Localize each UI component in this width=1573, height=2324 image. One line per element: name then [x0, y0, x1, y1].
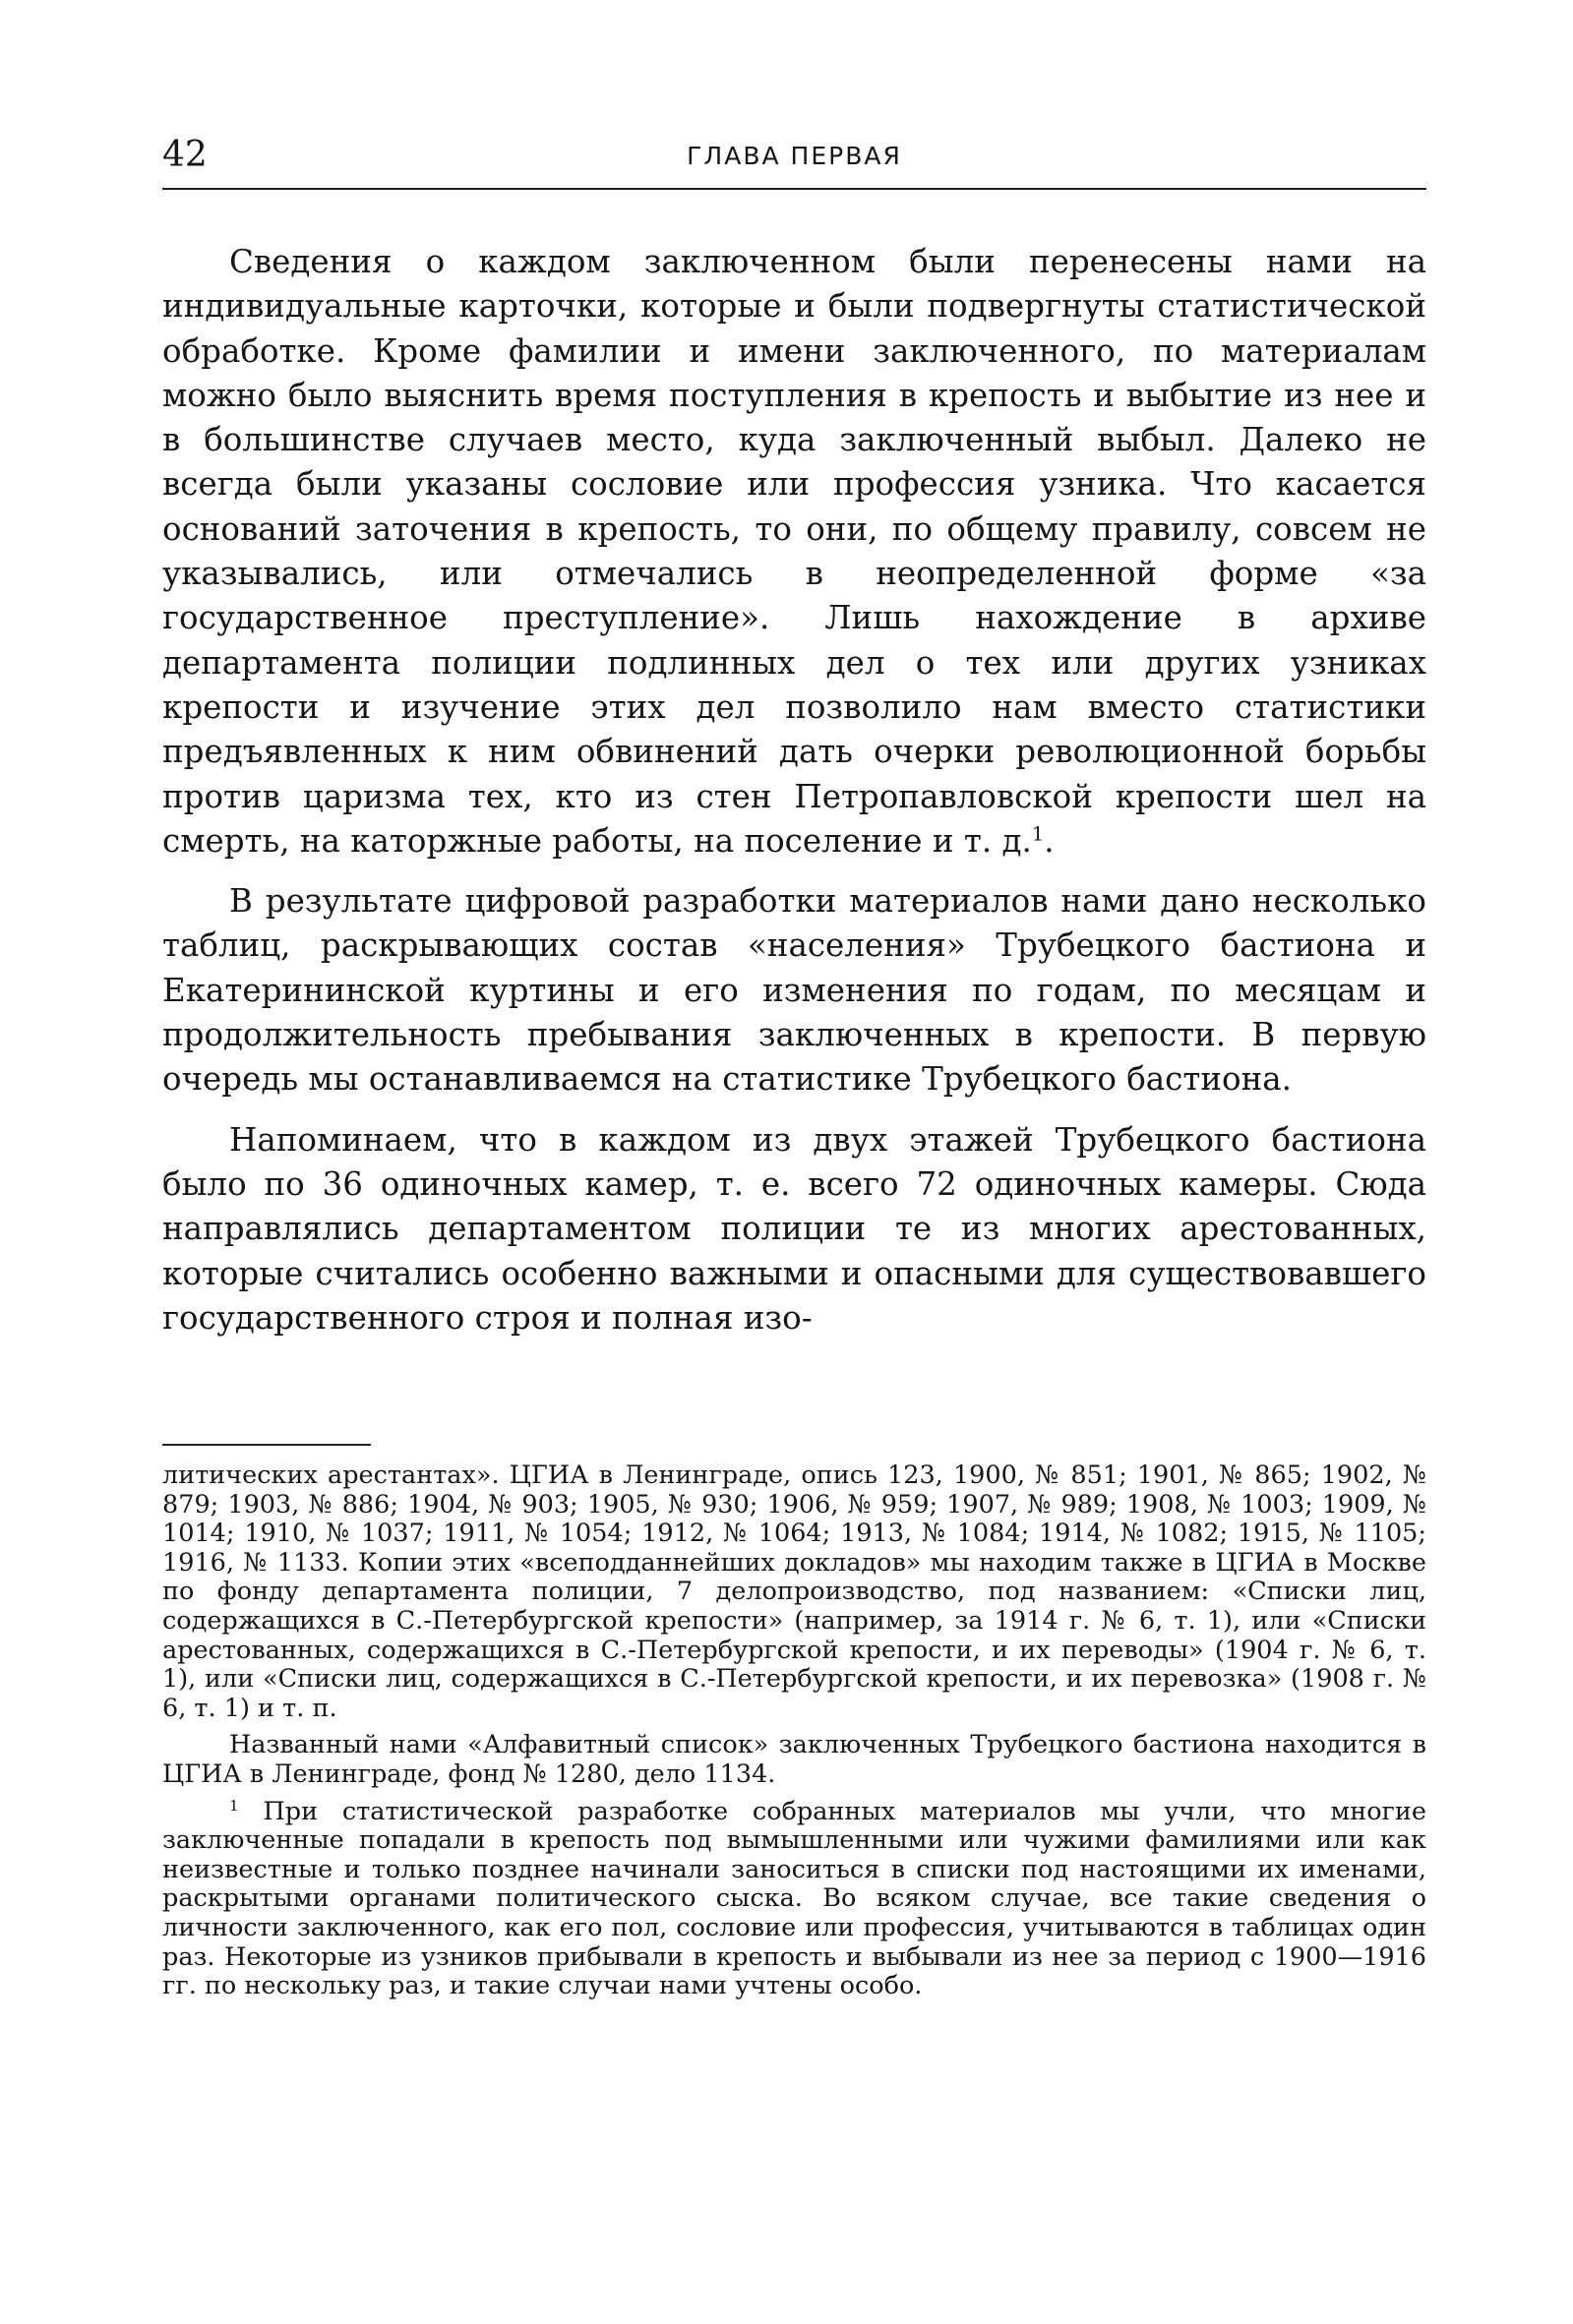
paragraph: В результате цифровой разработки материалов нами дано несколько таблиц, раскрывающих состав «населения» Трубецкого бастиона и Екатерининской куртины и его изменения по годам, по месяцам и продолжительность пребывания заключенных в крепости. В первую очередь мы останавливаемся на статистике Трубецкого бастиона.	[162, 882, 1426, 1099]
header-rule	[162, 188, 1426, 190]
footnote-marker: 1	[229, 1796, 239, 1815]
footnote-separator	[162, 1444, 371, 1446]
footnote-1	[162, 1798, 1426, 2001]
footnote-paragraph: Названный нами «Алфавитный список» заключенных Трубецкого бастиона находится в ЦГИА в Ленинграде, фонд № 1280, дело 1134.	[162, 1730, 1426, 1789]
paragraph-text: Сведения о каждом заключенном были перенесены нами на индивидуальные карточки, которые и были подвергнуты статистической обработке. Кроме фамилии и имени заключенного, по материалам можно было выяснить время поступления в крепость и выбытие из нее и в большинстве случаев место, куда заключенный выбыл. Далеко не всегда были указаны сословие или профессия узника. Что касается оснований заточения в крепость, то они, по общему правилу, совсем не указывались, или отмечались в неопределенной форме «за государственное преступление». Лишь нахождение в архиве департамента полиции подлинных дел о тех или других узниках крепости и изучение этих дел позволило нам вместо статистики предъявленных к ним обвинений дать очерки революционной борьбы против царизма тех, кто из стен Петропавловской крепости шел на смерть, на каторжные работы, на поселение и т. д.	[162, 243, 1426, 860]
footnotes	[162, 1461, 1426, 2001]
paragraph: Сведения о каждом заключенном были перенесены нами на индивидуальные карточки, которые и были подвергнуты статистической обработке. Кроме фамилии и имени заключенного, по материалам можно было выяснить время поступления в крепость и выбытие из нее и в большинстве случаев место, куда заключенный выбыл. Далеко не всегда были указаны сословие или профессия узника. Что касается оснований заточения в крепость, то они, по общему правилу, совсем не указывались, или отмечались в неопределенной форме «за государственное преступление». Лишь нахождение в архиве департамента полиции подлинных дел о тех или других узниках крепости и изучение этих дел позволило нам вместо статистики предъявленных к ним обвинений дать очерки революционной борьбы против царизма тех, кто из стен Петропавловской крепости шел на смерть, на каторжные работы, на поселение и т. д.$^1$.	[162, 243, 1426, 860]
page-header	[162, 136, 1426, 191]
footnote-continuation: литических арестантах». ЦГИА в Ленинграде, опись 123, 1900, № 851; 1901, № 865; 1902, № 879; 1903, № 886; 1904, № 903; 1905, № 930; 1906, № 959; 1907, № 989; 1908, № 1003; 1909, № 1014; 1910, № 1037; 1911, № 1054; 1912, № 1064; 1913, № 1084; 1914, № 1082; 1915, № 1105; 1916, № 1133. Копии этих «всеподданнейших докладов» мы находим также в ЦГИА в Москве по фонду департамента полиции, 7 делопроизводство, под названием: «Списки лиц, содержащихся в С.-Петербургской крепости» (например, за 1914 г. № 6, т. 1), или «Списки арестованных, содержащихся в С.-Петербургской крепости, и их переводы» (1904 г. № 6, т. 1), или «Списки лиц, содержащихся в С.-Петербургской крепости, и их перевозка» (1908 г. № 6, т. 1) и т. п.	[162, 1460, 1426, 1723]
paragraph: Напоминаем, что в каждом из двух этажей Трубецкого бастиона было по 36 одиночных камер, т. е. всего 72 одиночных камеры. Сюда направлялись департаментом полиции те из многих арестованных, которые считались особенно важными и опасными для существовавшего государственного строя и полная изо-	[162, 1120, 1426, 1337]
page-number: 42	[162, 135, 208, 175]
main-text	[162, 240, 1426, 1341]
footnote-reference: 1	[1031, 822, 1045, 846]
footnote-1-text: При статистической разработке собранных материалов мы учли, что многие заключенные попадали в крепость под вымышленными или чужими фамилиями или как неизвестные и только позднее начинали заноситься в списки под настоящими их именами, раскрытыми органами политического сыска. Во всяком случае, все такие сведения о личности заключенного, как его пол, сословие или профессия, учитываются в таблицах один раз. Некоторые из узников прибывали в крепость и выбывали из нее за период с 1900—1916 гг. по нескольку раз, и такие случаи нами учтены особо.	[162, 1796, 1427, 2001]
running-head: ГЛАВА ПЕРВАЯ	[687, 142, 902, 170]
